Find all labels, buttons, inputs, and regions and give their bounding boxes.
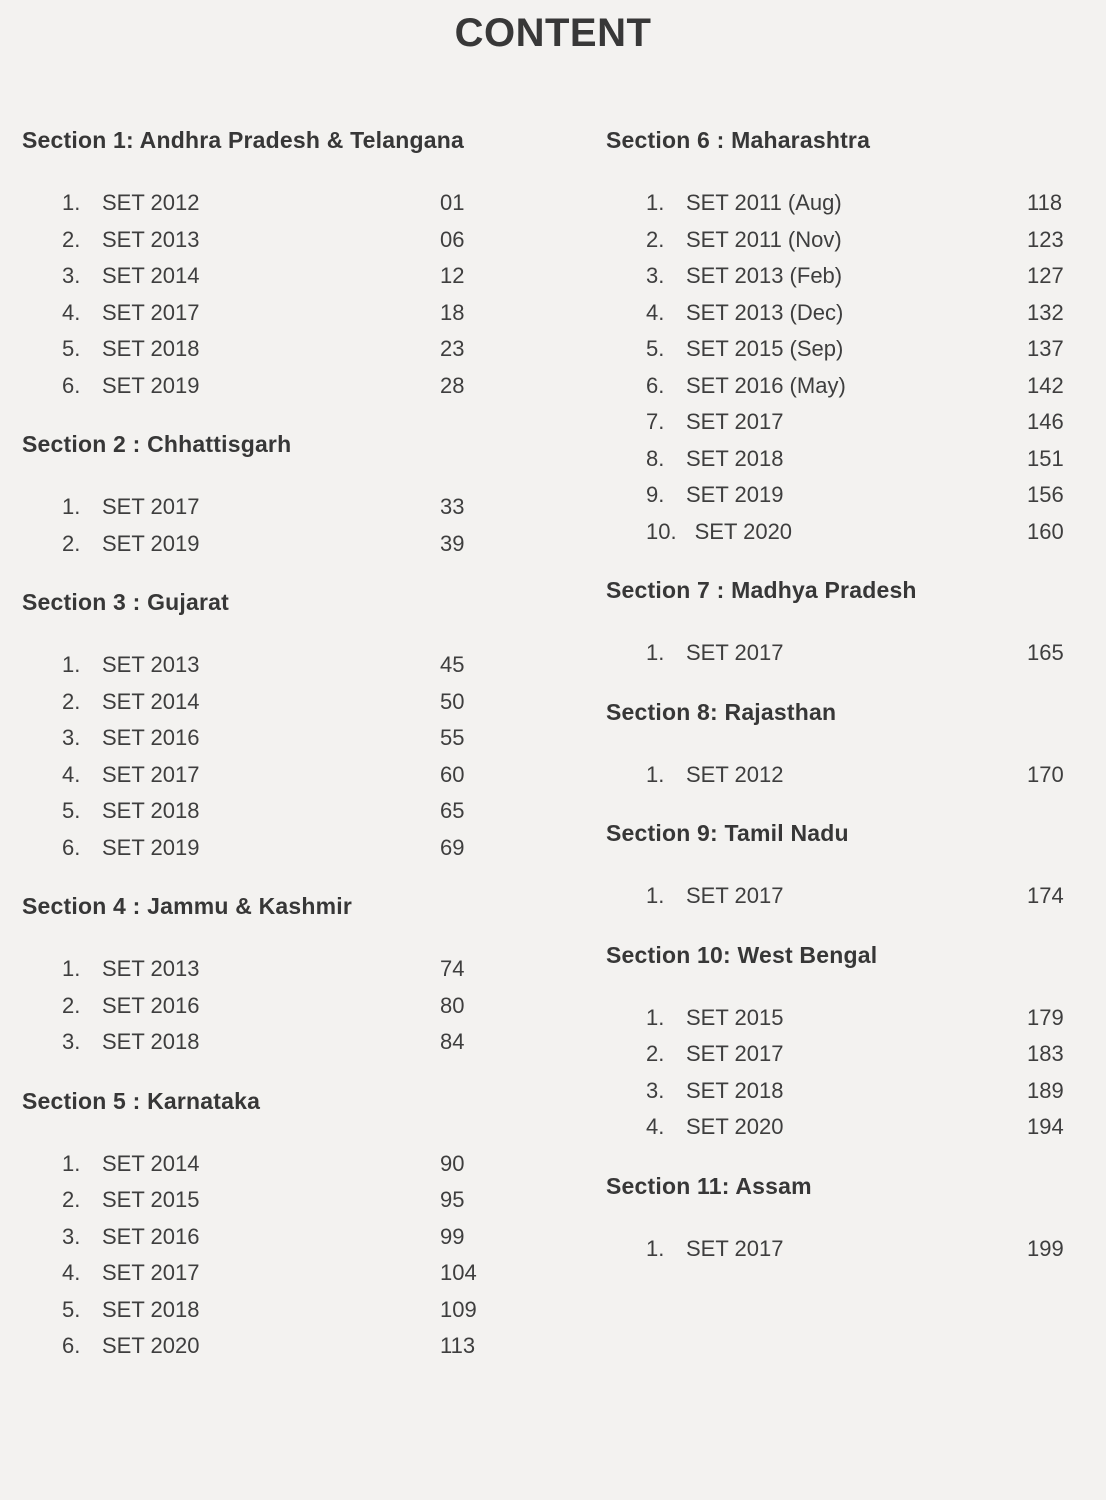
- entry-label: SET 2020: [686, 1114, 784, 1140]
- entry-page-number: 33: [440, 494, 465, 520]
- entry-label: SET 2019: [686, 482, 784, 508]
- toc-entry: [606, 258, 1068, 295]
- toc-entry: [22, 185, 492, 222]
- entry-number: 5.: [62, 798, 81, 824]
- toc-entry: [606, 185, 1068, 222]
- toc-entry: [22, 951, 492, 988]
- toc-entry: [22, 830, 492, 867]
- entry-page-number: 183: [1027, 1041, 1064, 1067]
- entry-page-number: 23: [440, 336, 465, 362]
- toc-entry: [606, 295, 1068, 332]
- toc-section: [22, 429, 492, 562]
- entry-number: 8.: [646, 445, 665, 471]
- toc-entry: [22, 1146, 492, 1183]
- entry-label: SET 2017: [102, 494, 200, 520]
- toc-column-right: [606, 125, 1068, 1292]
- entry-page-number: 12: [440, 263, 465, 289]
- toc-entry: [606, 1073, 1068, 1110]
- entry-label: SET 2011 (Nov): [686, 226, 842, 252]
- entry-page-number: 06: [440, 226, 465, 252]
- entry-number: 1.: [62, 1150, 81, 1176]
- toc-section: [606, 125, 1068, 550]
- toc-entry: [606, 477, 1068, 514]
- entry-page-number: 28: [440, 372, 465, 398]
- section-title: Section 9: Tamil Nadu: [606, 820, 849, 846]
- toc-entry: [22, 295, 492, 332]
- entry-label: SET 2017: [686, 640, 784, 666]
- section-title: Section 7 : Madhya Pradesh: [606, 577, 917, 603]
- entry-label: SET 2014: [102, 263, 200, 289]
- entry-number: 2.: [646, 226, 665, 252]
- toc-entry: [22, 1182, 492, 1219]
- entry-number: 1.: [646, 883, 665, 909]
- entry-number: 2.: [646, 1041, 665, 1067]
- entry-number: 3.: [646, 1077, 665, 1103]
- section-entries: [22, 1146, 492, 1365]
- entry-page-number: 90: [440, 1150, 465, 1176]
- entry-number: 5.: [62, 1296, 81, 1322]
- toc-entry: [22, 720, 492, 757]
- entry-number: 1.: [62, 652, 81, 678]
- toc-section: [22, 587, 492, 866]
- entry-number: 6.: [62, 1333, 81, 1359]
- entry-number: 1.: [646, 1004, 665, 1030]
- entry-number: 3.: [62, 725, 81, 751]
- entry-label: SET 2013: [102, 226, 200, 252]
- entry-page-number: 55: [440, 725, 465, 751]
- entry-number: 1.: [62, 956, 81, 982]
- entry-number: 2.: [62, 226, 81, 252]
- toc-entry: [606, 222, 1068, 259]
- toc-entry: [606, 514, 1068, 551]
- entry-page-number: 160: [1027, 518, 1064, 544]
- entry-page-number: 137: [1027, 336, 1064, 362]
- entry-number: 3.: [62, 1029, 81, 1055]
- entry-number: 1.: [62, 190, 81, 216]
- entry-label: SET 2018: [686, 445, 784, 471]
- section-title: Section 2 : Chhattisgarh: [22, 431, 292, 457]
- section-entries: [606, 1000, 1068, 1146]
- entry-number: 5.: [646, 336, 665, 362]
- section-title: Section 10: West Bengal: [606, 941, 878, 968]
- toc-column-left: [22, 125, 492, 1390]
- section-title: Section 1: Andhra Pradesh & Telangana: [22, 127, 464, 153]
- entry-label: SET 2013: [102, 652, 200, 678]
- toc-entry: [22, 647, 492, 684]
- toc-entry: [22, 331, 492, 368]
- entry-label: SET 2018: [686, 1077, 784, 1103]
- entry-number: 2.: [62, 530, 81, 556]
- entry-label: SET 2017: [686, 1235, 784, 1261]
- entry-page-number: 65: [440, 798, 465, 824]
- entry-label: SET 2014: [102, 688, 200, 714]
- entry-number: 1.: [646, 640, 665, 666]
- entry-page-number: 174: [1027, 883, 1064, 909]
- entry-page-number: 179: [1027, 1004, 1064, 1030]
- entry-page-number: 156: [1027, 482, 1064, 508]
- toc-section: [22, 125, 492, 404]
- toc-entry: [22, 684, 492, 721]
- entry-number: 4.: [646, 299, 665, 325]
- entry-number: 4.: [62, 299, 81, 325]
- toc-section: [606, 940, 1068, 1146]
- section-entries: [606, 1231, 1068, 1268]
- toc-entry: [606, 878, 1068, 915]
- entry-number: 2.: [62, 1187, 81, 1213]
- toc-section: [606, 575, 1068, 672]
- entry-label: SET 2012: [686, 761, 784, 787]
- entry-label: SET 2019: [102, 834, 200, 860]
- entry-number: 7.: [646, 409, 665, 435]
- entry-number: 3.: [62, 263, 81, 289]
- entry-label: SET 2017: [102, 1260, 200, 1286]
- entry-page-number: 60: [440, 761, 465, 787]
- entry-label: SET 2016 (May): [686, 372, 846, 398]
- section-entries: [22, 489, 492, 562]
- entry-label: SET 2013 (Dec): [686, 299, 844, 325]
- entry-label: SET 2016: [102, 1223, 200, 1249]
- entry-number: 6.: [62, 372, 81, 398]
- entry-label: SET 2017: [686, 883, 784, 909]
- section-entries: [606, 878, 1068, 915]
- entry-number: 6.: [646, 372, 665, 398]
- toc-entry: [606, 404, 1068, 441]
- entry-number: 4.: [646, 1114, 665, 1140]
- entry-page-number: 74: [440, 956, 465, 982]
- entry-label: SET 2018: [102, 1296, 200, 1322]
- entry-number: 3.: [62, 1223, 81, 1249]
- entry-page-number: 118: [1027, 190, 1063, 216]
- entry-page-number: 151: [1027, 445, 1064, 471]
- section-entries: [22, 185, 492, 404]
- toc-entry: [22, 793, 492, 830]
- entry-number: 2.: [62, 992, 81, 1018]
- page-title: CONTENT: [454, 11, 652, 55]
- section-title: Section 11: Assam: [606, 1172, 812, 1199]
- entry-page-number: 109: [440, 1296, 477, 1322]
- toc-section: [22, 1086, 492, 1365]
- toc-entry: [22, 1255, 492, 1292]
- entry-page-number: 189: [1027, 1077, 1064, 1103]
- entry-page-number: 69: [440, 834, 465, 860]
- entry-label: SET 2014: [102, 1150, 200, 1176]
- entry-number: 3.: [646, 263, 665, 289]
- entry-label: SET 2017: [686, 1041, 784, 1067]
- entry-page-number: 113: [440, 1333, 476, 1359]
- entry-page-number: 127: [1027, 263, 1064, 289]
- entry-page-number: 104: [440, 1260, 477, 1286]
- entry-number: 2.: [62, 688, 81, 714]
- entry-page-number: 199: [1027, 1235, 1064, 1261]
- toc-section: [606, 697, 1068, 794]
- entry-label: SET 2018: [102, 1029, 200, 1055]
- toc-entry: [22, 757, 492, 794]
- toc-entry: [22, 1024, 492, 1061]
- section-title: Section 3 : Gujarat: [22, 589, 230, 615]
- entry-page-number: 170: [1027, 761, 1064, 787]
- entry-label: SET 2015 (Sep): [686, 336, 844, 362]
- toc-entry: [22, 1219, 492, 1256]
- entry-page-number: 194: [1027, 1114, 1064, 1140]
- section-entries: [606, 635, 1068, 672]
- toc-entry: [22, 526, 492, 563]
- entry-page-number: 18: [440, 299, 465, 325]
- section-entries: [606, 185, 1068, 550]
- toc-entry: [606, 331, 1068, 368]
- entry-label: SET 2016: [102, 725, 200, 751]
- entry-page-number: 80: [440, 992, 465, 1018]
- entry-page-number: 146: [1027, 409, 1064, 435]
- section-entries: [22, 951, 492, 1061]
- entry-label: SET 2013 (Feb): [686, 263, 843, 289]
- entry-label: SET 2011 (Aug): [686, 190, 842, 216]
- entry-page-number: 84: [440, 1029, 465, 1055]
- toc-section: [22, 891, 492, 1061]
- entry-number: 1.: [646, 761, 665, 787]
- toc-section: [606, 818, 1068, 915]
- entry-label: SET 2018: [102, 336, 200, 362]
- entry-page-number: 99: [440, 1223, 465, 1249]
- entry-number: 1.: [646, 1235, 665, 1261]
- toc-entry: [606, 635, 1068, 672]
- entry-number: 10.: [646, 518, 677, 544]
- entry-page-number: 50: [440, 688, 465, 714]
- entry-label: SET 2016: [102, 992, 200, 1018]
- toc-entry: [22, 368, 492, 405]
- toc-entry: [606, 1000, 1068, 1037]
- entry-page-number: 01: [440, 190, 465, 216]
- entry-page-number: 39: [440, 530, 465, 556]
- section-title: Section 8: Rajasthan: [606, 698, 837, 725]
- section-entries: [22, 647, 492, 866]
- entry-label: SET 2017: [102, 299, 200, 325]
- toc-entry: [22, 489, 492, 526]
- entry-label: SET 2019: [102, 372, 200, 398]
- toc-section: [606, 1171, 1068, 1268]
- entry-page-number: 132: [1027, 299, 1064, 325]
- toc-entry: [606, 1109, 1068, 1146]
- entry-page-number: 123: [1027, 226, 1064, 252]
- entry-label: SET 2017: [686, 409, 784, 435]
- toc-entry: [22, 258, 492, 295]
- entry-label: SET 2017: [102, 761, 200, 787]
- entry-label: SET 2019: [102, 530, 200, 556]
- section-title: Section 5 : Karnataka: [22, 1087, 261, 1114]
- entry-page-number: 165: [1027, 640, 1064, 666]
- toc-entry: [606, 1036, 1068, 1073]
- entry-label: SET 2015: [102, 1187, 200, 1213]
- entry-number: 4.: [62, 1260, 81, 1286]
- section-title: Section 6 : Maharashtra: [606, 127, 871, 153]
- toc-entry: [22, 988, 492, 1025]
- entry-number: 1.: [62, 494, 81, 520]
- entry-page-number: 95: [440, 1187, 465, 1213]
- entry-page-number: 45: [440, 652, 465, 678]
- entry-page-number: 142: [1027, 372, 1064, 398]
- entry-number: 4.: [62, 761, 81, 787]
- section-entries: [606, 757, 1068, 794]
- entry-number: 5.: [62, 336, 81, 362]
- entry-label: SET 2020: [694, 518, 793, 544]
- toc-entry: [606, 1231, 1068, 1268]
- entry-label: SET 2020: [102, 1333, 200, 1359]
- entry-label: SET 2018: [102, 798, 200, 824]
- entry-number: 1.: [646, 190, 665, 216]
- section-title: Section 4 : Jammu & Kashmir: [22, 893, 353, 919]
- entry-label: SET 2012: [102, 190, 200, 216]
- entry-number: 9.: [646, 482, 665, 508]
- toc-entry: [22, 222, 492, 259]
- entry-number: 6.: [62, 834, 81, 860]
- toc-entry: [606, 757, 1068, 794]
- entry-label: SET 2015: [686, 1004, 784, 1030]
- toc-entry: [606, 368, 1068, 405]
- entry-label: SET 2013: [102, 956, 200, 982]
- toc-entry: [22, 1292, 492, 1329]
- toc-entry: [22, 1328, 492, 1365]
- toc-entry: [606, 441, 1068, 478]
